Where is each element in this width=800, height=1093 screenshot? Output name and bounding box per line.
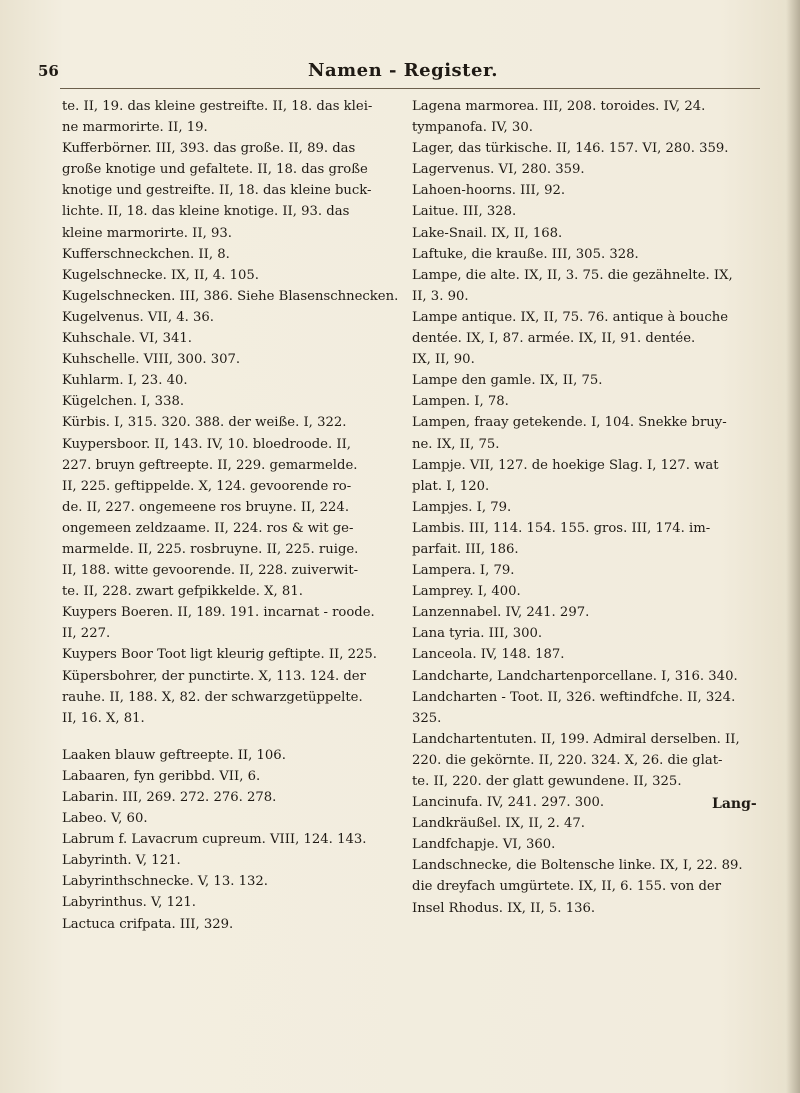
index-line: Labyrinthus. V, 121. [62, 895, 196, 911]
index-line: Lana tyria. III, 300. [412, 626, 543, 642]
index-line: te. II, 228. zwart gefpikkelde. X, 81. [62, 584, 303, 600]
index-line: Kürbis. I, 315. 320. 388. der weiße. I, 322. [62, 415, 347, 431]
index-line: Kugelschnecken. III, 386. Siehe Blasenschnecken. [62, 288, 399, 304]
index-line: plat. I, 120. [412, 478, 490, 494]
index-line: Lampe den gamle. IX, II, 75. [412, 373, 603, 389]
index-line: Laftuke, die krauße. III, 305. 328. [412, 246, 639, 262]
index-line: 220. die gekörnte. II, 220. 324. X, 26. die glat- [412, 752, 723, 768]
index-line: Lagena marmorea. III, 208. toroides. IV, 24. [412, 99, 706, 114]
page-number: 56 [38, 62, 59, 80]
index-line: Lactuca crifpata. III, 329. [62, 916, 234, 932]
index-line: Kügelchen. I, 338. [62, 394, 185, 410]
index-line: II, 188. witte gevoorende. II, 228. zuiverwit- [62, 563, 359, 579]
index-line: tympanofa. IV, 30. [412, 120, 533, 136]
index-line: parfait. III, 186. [412, 541, 519, 557]
index-line: 227. bruyn geftreepte. II, 229. gemarmelde. [62, 457, 358, 473]
index-line: knotige und gestreifte. II, 18. das kleine buck- [62, 183, 372, 199]
index-line: Lampen. I, 78. [412, 394, 509, 410]
index-line: Kugelvenus. VII, 4. 36. [62, 309, 214, 325]
index-line: Landfchapje. VI, 360. [412, 837, 556, 853]
index-line: Lancinufa. IV, 241. 297. 300. [412, 795, 605, 811]
index-line: ne marmorirte. II, 19. [62, 120, 208, 136]
index-line: Insel Rhodus. IX, II, 5. 136. [412, 900, 596, 916]
index-line: Kuhschale. VI, 341. [62, 331, 192, 347]
index-line: Labyrinth. V, 121. [62, 853, 181, 869]
index-line: Labarin. III, 269. 272. 276. 278. [62, 790, 277, 805]
index-line: 325. [412, 710, 442, 726]
index-line: II, 227. [62, 626, 111, 642]
index-line: Lanzennabel. IV, 241. 297. [412, 605, 590, 621]
index-line: Lampjes. I, 79. [412, 499, 512, 515]
index-line: Labrum f. Lavacrum cupreum. VIII, 124. 143. [62, 832, 367, 848]
index-line: Kuypers Boeren. II, 189. 191. incarnat - roode. [62, 605, 375, 621]
index-line: te. II, 220. der glatt gewundene. II, 325. [412, 774, 682, 789]
index-line: Landcharte, Landchartenporcellane. I, 316. 340. [412, 668, 738, 684]
page-header [38, 62, 768, 84]
index-line: Kuypersboor. II, 143. IV, 10. bloedroode. II, [62, 436, 351, 452]
page-edge-shadow [786, 0, 800, 1093]
index-line: Lampe, die alte. IX, II, 3. 75. die gezähnelte. IX, [412, 267, 733, 283]
index-line: Landschnecke, die Boltensche linke. IX, I, 22. 89. [412, 858, 743, 874]
index-line: Kuhschelle. VIII, 300. 307. [62, 352, 241, 368]
index-line: II, 225. geftippelde. X, 124. gevoorende ro- [62, 478, 352, 494]
index-line: Laitue. III, 328. [412, 204, 517, 220]
index-line: marmelde. II, 225. rosbruyne. II, 225. ruige. [62, 541, 359, 557]
index-line: Lampe antique. IX, II, 75. 76. antique à bouche [412, 309, 729, 325]
index-line: Kufferbörner. III, 393. das große. II, 89. das [62, 141, 356, 157]
index-line: Lambis. III, 114. 154. 155. gros. III, 174. im- [412, 520, 711, 536]
index-line: Lake-Snail. IX, II, 168. [412, 225, 563, 241]
index-line: Landcharten - Toot. II, 326. weftindfche. II, 324. [412, 689, 736, 705]
index-line: die dreyfach umgürtete. IX, II, 6. 155. von der [412, 879, 722, 895]
index-line: Lager, das türkische. II, 146. 157. VI, 280. 359. [412, 141, 729, 157]
index-line: Lampen, fraay getekende. I, 104. Snekke bruy- [412, 415, 727, 431]
index-line: Lampera. I, 79. [412, 563, 515, 579]
index-line: Kugelschnecke. IX, II, 4. 105. [62, 267, 259, 283]
index-line: Landkräußel. IX, II, 2. 47. [412, 816, 585, 832]
index-line: Landchartentuten. II, 199. Admiral derselben. II, [412, 731, 740, 747]
index-line: dentée. IX, I, 87. armée. IX, II, 91. dentée. [412, 331, 696, 347]
index-line: Labyrinthschnecke. V, 13. 132. [62, 874, 268, 890]
header-rule [60, 88, 760, 89]
index-line: II, 16. X, 81. [62, 710, 145, 726]
index-line: kleine marmorirte. II, 93. [62, 225, 232, 241]
index-line: lichte. II, 18. das kleine knotige. II, 93. das [62, 204, 350, 220]
index-line: Küpersbohrer, der punctirte. X, 113. 124. der [62, 668, 366, 684]
catchword: Lang- [712, 796, 757, 812]
index-line: Kufferschneckchen. II, 8. [62, 246, 230, 262]
index-line: Kuhlarm. I, 23. 40. [62, 373, 188, 389]
index-line: Laaken blauw geftreepte. II, 106. [62, 747, 286, 763]
index-line: große knotige und gefaltete. II, 18. das große [62, 162, 368, 178]
index-line: de. II, 227. ongemeene ros bruyne. II, 224. [62, 499, 350, 515]
index-line: te. II, 19. das kleine gestreifte. II, 18. das klei- [62, 99, 373, 114]
left-column [62, 96, 400, 935]
index-line: Lahoen-hoorns. III, 92. [412, 183, 566, 199]
index-line: II, 3. 90. [412, 288, 469, 304]
index-line: Lagervenus. VI, 280. 359. [412, 162, 585, 178]
index-line: ne. IX, II, 75. [412, 436, 500, 452]
index-line: ongemeen zeldzaame. II, 224. ros & wit ge- [62, 520, 354, 536]
index-line: rauhe. II, 188. X, 82. der schwarzgetüppelte. [62, 689, 363, 705]
index-line: Lampje. VII, 127. de hoekige Slag. I, 127. wat [412, 457, 719, 473]
index-line: Kuypers Boor Toot ligt kleurig geftipte. II, 225. [62, 647, 377, 663]
index-line: IX, II, 90. [412, 352, 475, 368]
index-line: Lanceola. IV, 148. 187. [412, 647, 565, 663]
index-line: Labeo. V, 60. [62, 811, 148, 827]
index-line: Labaaren, fyn geribbd. VII, 6. [62, 768, 261, 784]
running-title: Namen - Register. [308, 60, 499, 81]
index-line: Lamprey. I, 400. [412, 584, 521, 600]
